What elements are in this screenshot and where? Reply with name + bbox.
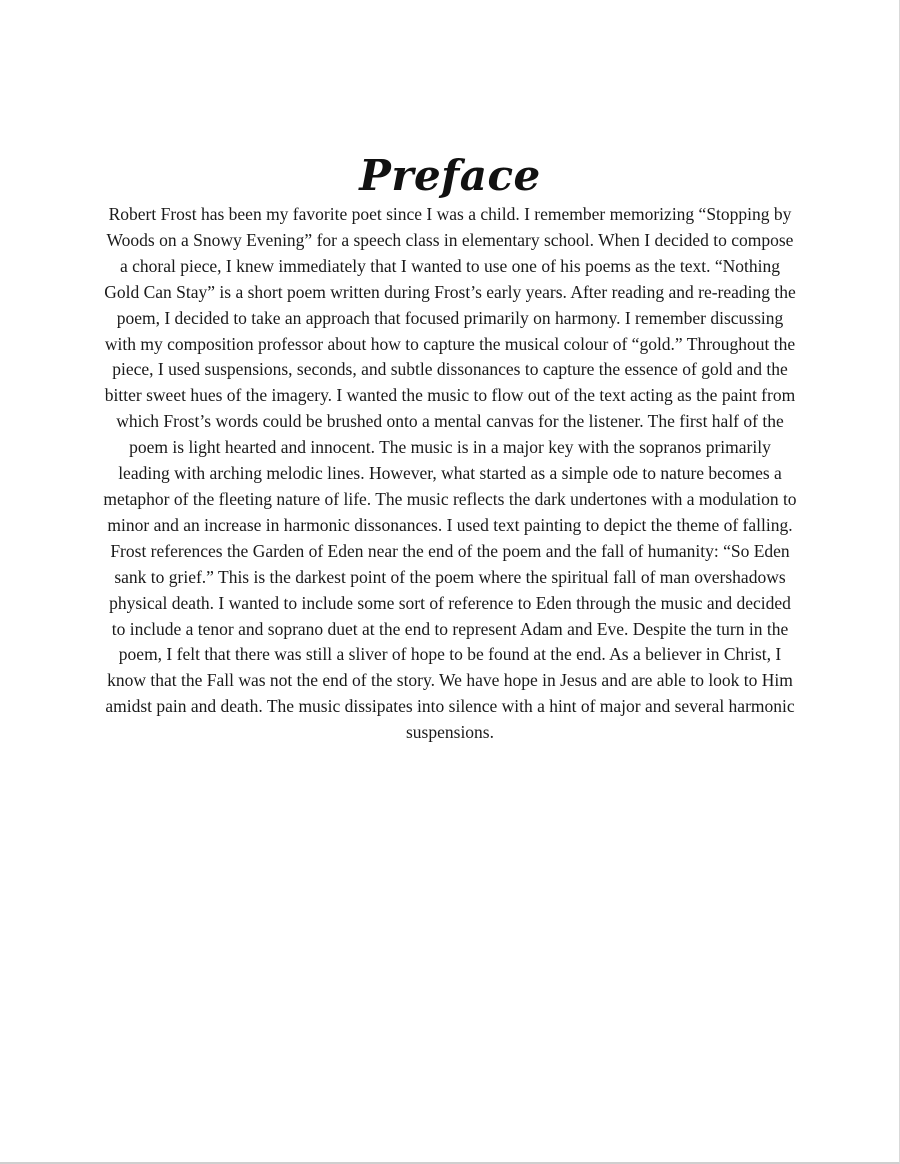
page-title: Preface	[359, 151, 541, 201]
preface-body: Robert Frost has been my favorite poet since I was a child. I remember memorizing “Stopping by Woods on a Snowy Evening” for a speech class in elementary school. When I decided to compose a choral piece, I knew immediately that I wanted to use one of his poems as the text. “Nothing Gold Can Stay” is a short poem written during Frost’s early years. After reading and re-reading the poem, I decided to take an approach that focused primarily on harmony. I remember discussing with my composition professor about how to capture the musical colour of “gold.” Throughout the piece, I used suspensions, seconds, and subtle dissonances to capture the essence of gold and the bitter sweet hues of the imagery. I wanted the music to flow out of the text acting as the paint from which Frost’s words could be brushed onto a mental canvas for the listener. The first half of the poem is light hearted and innocent. The music is in a major key with the sopranos primarily leading with arching melodic lines. However, what started as a simple ode to nature becomes a metaphor of the fleeting nature of life. The music reflects the dark undertones with a modulation to minor and an increase in harmonic dissonances. I used text painting to depict the theme of falling. Frost references the Garden of Eden near the end of the poem and the fall of humanity: “So Eden sank to grief.” This is the darkest point of the poem where the spiritual fall of man overshadows physical death. I wanted to include some sort of reference to Eden through the music and decided to include a tenor and soprano duet at the end to represent Adam and Eve. Despite the turn in the poem, I felt that there was still a sliver of hope to be found at the end. As a believer in Christ, I know that the Fall was not the end of the story. We have hope in Jesus and are able to look to Him amidst pain and death. The music dissipates into silence with a hint of major and several harmonic suspensions.	[103, 204, 797, 743]
